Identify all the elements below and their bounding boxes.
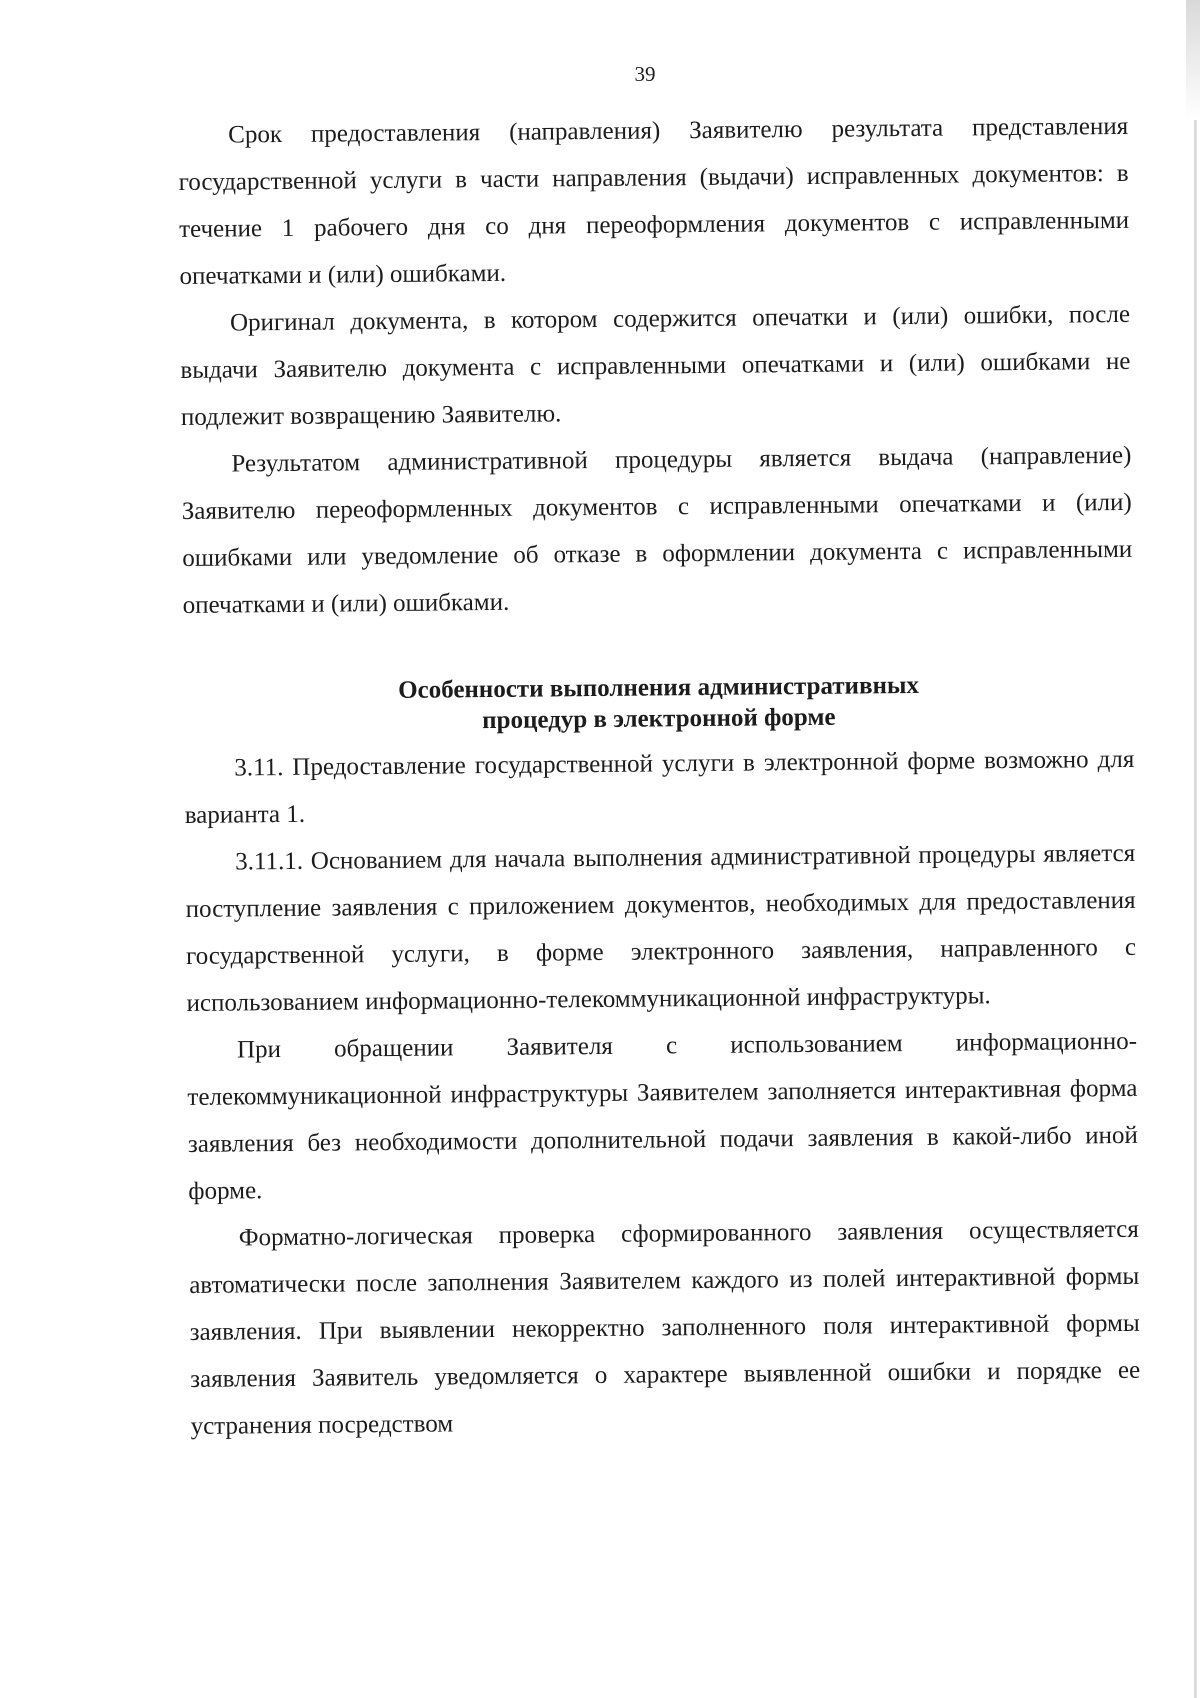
paragraph-format-check: Форматно-логическая проверка сформированного заявления осуществляется автоматически после заполнения Заявителем каждого из полей интерактивной формы заявления. При выявлении некорректно заполненного поля интерактивной формы заявления Заявитель уведомляется о характере выявленной ошибки и порядке ее устранения посредством	[189, 1215, 1141, 1440]
scan-edge-shadow	[1194, 0, 1197, 1698]
paragraph-result-deadline: Срок предоставления (направления) Заявителю результата представления государственной услуги в части направления (выдачи) исправленных документов: в течение 1 рабочего дня со дня переоформления документов с исправленными опечатками и (или) ошибками.	[178, 112, 1130, 290]
page-number: 39	[634, 62, 656, 86]
document-body	[178, 103, 1141, 1450]
section-heading	[183, 668, 1134, 739]
scan-corner-shadow	[1186, 0, 1200, 120]
paragraph-applicant-request: При обращении Заявителя с использованием информационно-телекоммуникационной инфраструктуры Заявителем заполняется интерактивная форма заявления без необходимости дополнительной подачи заявления в какой-либо иной форме.	[187, 1027, 1138, 1205]
paragraph-3-11: 3.11. Предоставление государственной услуги в электронной форме возможно для варианта 1.	[184, 745, 1135, 829]
paragraph-original-document: Оригинал документа, в котором содержится опечатки и (или) ошибки, после выдачи Заявителю документа с исправленными опечатками и (или) ошибками не подлежит возвращению Заявителю.	[180, 300, 1131, 431]
section-heading-line-2: процедур в электронной форме	[482, 703, 836, 735]
paragraph-3-11-1: 3.11.1. Основанием для начала выполнения административной процедуры является поступление заявления с приложением документов, необходимых для предоставления государственной услуги, в форме электронного заявления, направленного с использованием информационно-телекоммуникационной инфраструктуры.	[185, 839, 1137, 1017]
paragraph-procedure-result: Результатом административной процедуры является выдача (направление) Заявителю переоформленных документов с исправленными опечатками и (или) ошибками или уведомление об отказе в оформлении документа с исправленными опечатками и (или) ошибками.	[181, 441, 1133, 619]
section-heading-line-1: Особенности выполнения административных	[398, 671, 920, 704]
